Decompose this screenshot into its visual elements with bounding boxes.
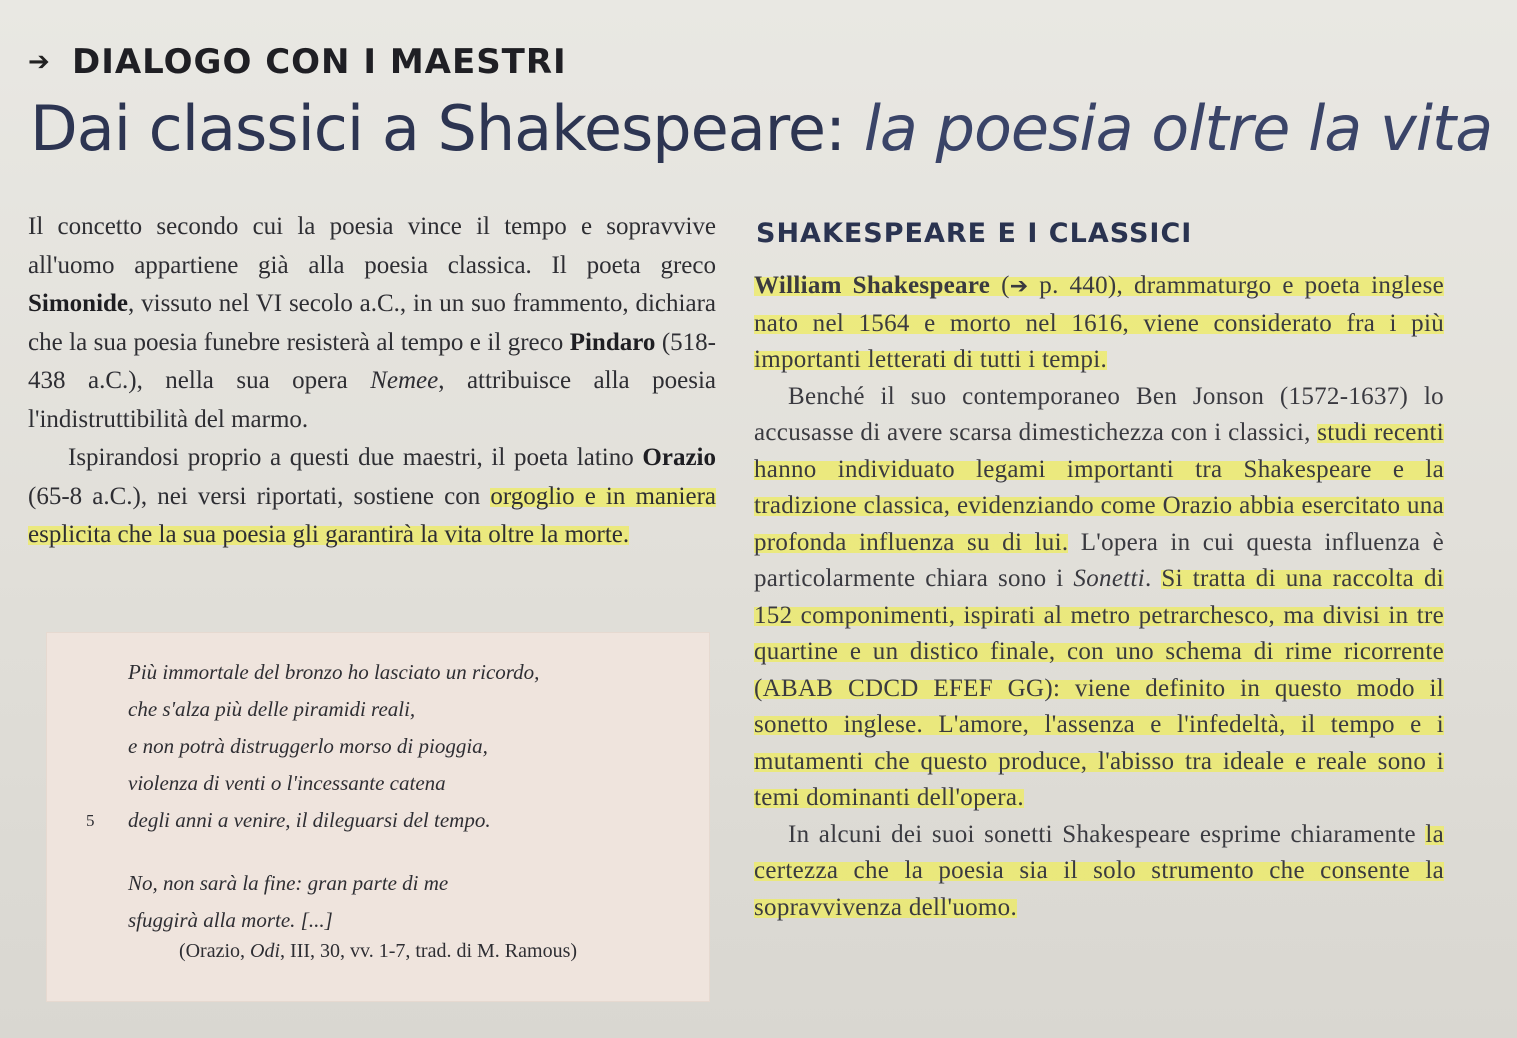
- text-run: (65-8 a.C.), nei versi riportati, sostiene con: [28, 482, 491, 510]
- text-run: Ispirandosi proprio a questi due maestri, il poeta latino: [68, 444, 643, 471]
- work-nemee: Nemee: [370, 367, 439, 394]
- highlighted-text: studi recenti hanno individuato legami importanti tra Shakespeare e la tradizione classica, evidenziando come Orazio abbia esercitato una profonda influenza su di lui.: [754, 419, 1444, 556]
- right-paragraph-1: [754, 268, 1444, 379]
- text-run: (: [990, 272, 1010, 299]
- section-label: [28, 40, 567, 84]
- poem-quote-box: [46, 632, 710, 1002]
- name-orazio: Orazio: [642, 444, 716, 471]
- poem-line: e non potrà distruggerlo morso di pioggia,: [128, 734, 488, 758]
- poem-line: che s'alza più delle piramidi reali,: [128, 697, 416, 721]
- arrow-right-icon: ➔: [1009, 274, 1029, 299]
- text-run: L'opera in cui questa influenza è particolarmente chiara sono i: [754, 528, 1444, 592]
- name-pindaro: Pindaro: [569, 328, 656, 356]
- work-sonetti: Sonetti: [1073, 565, 1145, 592]
- right-paragraph-3: [754, 817, 1444, 927]
- right-heading: SHAKESPEARE E I CLASSICI: [756, 218, 1193, 249]
- title-part-1: Dai classici a Shakespeare:: [30, 92, 845, 165]
- text-run: (Orazio,: [178, 940, 251, 962]
- stanza-gap: [128, 839, 688, 865]
- highlighted-text: Si tratta di una raccolta di 152 componimenti, ispirati al metro petrarchesco, ma divisi in tre quartine e un distico finale, con uno schema di rime ricorrente (ABAB CDCD EFEF GG): viene definito in questo modo il sonetto inglese. L'amore, l'assenza e l'infedeltà, il tempo e i mutamenti che questo produce, l'abisso tra ideale e reale sono i temi dominanti dell'opera.: [754, 565, 1444, 811]
- text-run: , attribuisce alla poesia l'indistruttibilità del marmo.: [28, 367, 716, 433]
- text-run: .: [1144, 565, 1162, 592]
- text-run: , III, 30, vv. 1-7, trad. di M. Ramous): [280, 940, 578, 962]
- name-shakespeare: William Shakespeare: [754, 272, 991, 299]
- text-run: Il concetto secondo cui la poesia vince il tempo e sopravvive all'uomo appartiene già alla poesia classica. Il poeta greco: [28, 213, 716, 279]
- right-column: [754, 268, 1444, 926]
- left-column: [28, 208, 716, 555]
- work-odi: Odi: [250, 940, 281, 962]
- left-paragraph-1: [28, 208, 716, 439]
- poem-citation: [46, 940, 710, 963]
- text-run: In alcuni dei suoi sonetti Shakespeare esprime chiaramente: [788, 820, 1426, 848]
- text-run: p. 440), drammaturgo e poeta inglese nato nel 1564 e morto nel 1616, viene considerato fra i più importanti letterati di tutti i tempi.: [754, 272, 1445, 373]
- section-label-text: DIALOGO CON I MAESTRI: [72, 42, 567, 82]
- arrow-right-icon: ➔: [28, 47, 51, 77]
- highlighted-text: [754, 272, 1444, 373]
- title-part-2: la poesia oltre la vita: [863, 92, 1493, 165]
- poem: [86, 654, 688, 939]
- poem-line: sfuggirà alla morte. [...]: [128, 908, 333, 932]
- poem-line: No, non sarà la fine: gran parte di me: [128, 871, 449, 895]
- poem-line-5: [86, 802, 688, 839]
- right-paragraph-2: [754, 379, 1444, 817]
- highlighted-text: la certezza che la poesia sia il solo strumento che consente la sopravvivenza dell'uomo.: [754, 820, 1444, 921]
- poem-line: Più immortale del bronzo ho lasciato un ricordo,: [128, 660, 540, 684]
- page-title: [30, 92, 1493, 165]
- text-run: , vissuto nel VI secolo a.C., in un suo frammento, dichiara che la sua poesia funebre resisterà al tempo e il greco: [28, 290, 716, 356]
- text-run: (518-438 a.C.), nella sua opera: [28, 328, 717, 394]
- poem-line-text: degli anni a venire, il dileguarsi del tempo.: [128, 808, 491, 832]
- line-number: 5: [86, 811, 95, 830]
- name-simonide: Simonide: [28, 290, 129, 317]
- highlighted-text: orgoglio e in maniera esplicita che la sua poesia gli garantirà la vita oltre la morte.: [28, 482, 716, 548]
- poem-line: violenza di venti o l'incessante catena: [128, 771, 446, 795]
- text-run: Benché il suo contemporaneo Ben Jonson (1572-1637) lo accusasse di avere scarsa dimestichezza con i classici,: [754, 382, 1444, 446]
- left-paragraph-2: [28, 439, 716, 555]
